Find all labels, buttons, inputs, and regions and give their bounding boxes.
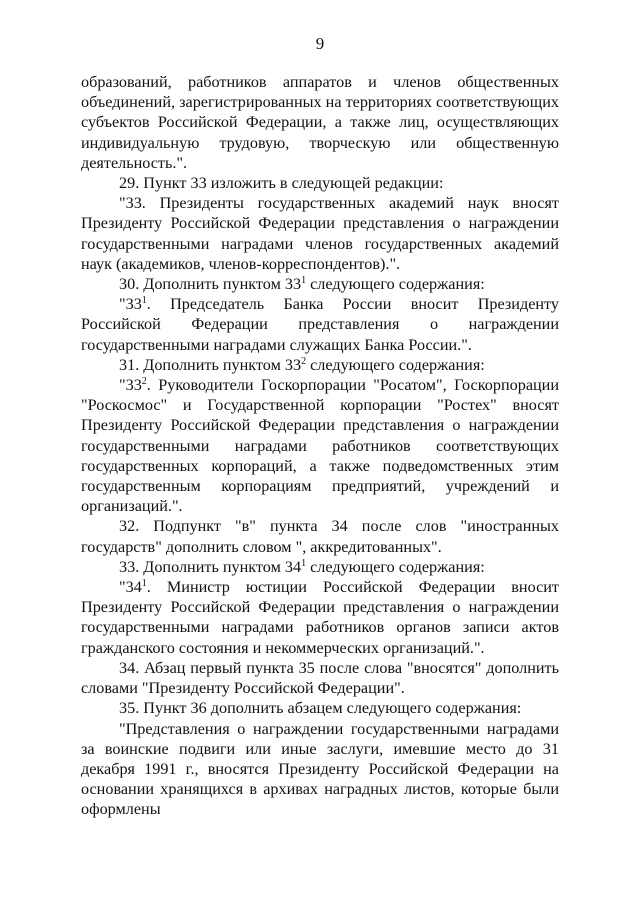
paragraph-continuation: образований, работников аппаратов и членов общественных объединений, зарегистрированных на территориях соответствующих субъектов Российской Федерации, а также лиц, осуществляющих индивидуальную трудовую, творческую или общественную деятельность.". (81, 73, 559, 172)
document-body (81, 72, 559, 820)
superscript: 2 (301, 355, 307, 367)
amendment-31-text-after: . Руководители Госкорпорации "Росатом", Госкорпорации "Роскосмос" и Государственной корпорации "Ростех" вносят Президенту Российской Федерации представления о награждении государственными наградами работников соответствующих государственных корпораций, а также подведомственных этим государственным корпорациям предприятий, учреждений и организаций.". (81, 376, 559, 516)
amendment-33-after: следующего содержания: (306, 557, 485, 576)
superscript: 1 (141, 578, 147, 590)
amendment-33-before: 33. Дополнить пунктом 34 (119, 557, 302, 576)
amendment-30 (81, 274, 559, 294)
amendment-31 (81, 355, 559, 375)
amendment-30-before: 30. Дополнить пунктом 33 (119, 275, 302, 294)
amendment-32: 32. Подпункт "в" пункта 34 после слов "иностранных государств" дополнить словом ", аккредитованных". (81, 517, 559, 556)
amendment-31-text-before: "33 (119, 376, 142, 395)
amendment-29: 29. Пункт 33 изложить в следующей редакции: (119, 174, 444, 193)
amendment-33-text-before: "34 (119, 578, 142, 597)
amendment-31-text (81, 375, 559, 516)
superscript: 1 (301, 557, 307, 569)
amendment-30-text-before: "33 (119, 295, 142, 314)
amendment-31-before: 31. Дополнить пунктом 33 (119, 355, 302, 374)
amendment-30-after: следующего содержания: (306, 275, 485, 294)
page-number: 9 (315, 34, 325, 53)
amendment-35: 35. Пункт 36 дополнить абзацем следующего содержания: (119, 699, 522, 718)
amendment-30-text-after: . Председатель Банка России вносит Президенту Российской Федерации представления о награждении государственными наградами служащих Банка России.". (81, 295, 559, 354)
amendment-31-after: следующего содержания: (306, 355, 485, 374)
amendment-30-text (81, 294, 559, 355)
amendment-33-text (81, 577, 559, 658)
superscript: 1 (301, 275, 307, 287)
amendment-33-text-after: . Министр юстиции Российской Федерации вносит Президенту Российской Федерации представления о награждении государственными наградами работников органов записи актов гражданского состояния и некоммерческих организаций.". (81, 578, 559, 657)
superscript: 2 (141, 376, 147, 388)
superscript: 1 (141, 295, 147, 307)
amendment-33 (81, 557, 559, 577)
amendment-29-text: "33. Президенты государственных академий наук вносят Президенту Российской Федерации представления о награждении государственными наградами членов государственных академий наук (академиков, членов-корреспондентов).". (81, 194, 559, 273)
amendment-35-text: "Представления о награждении государственными наградами за воинские подвиги или иные заслуги, имевшие место до 31 декабря 1991 г., вносятся Президенту Российской Федерации на основании хранящихся в архивах наградных листов, которые были оформлены (81, 719, 559, 819)
amendment-34: 34. Абзац первый пункта 35 после слова "вносятся" дополнить словами "Президенту Российской Федерации". (81, 658, 559, 698)
